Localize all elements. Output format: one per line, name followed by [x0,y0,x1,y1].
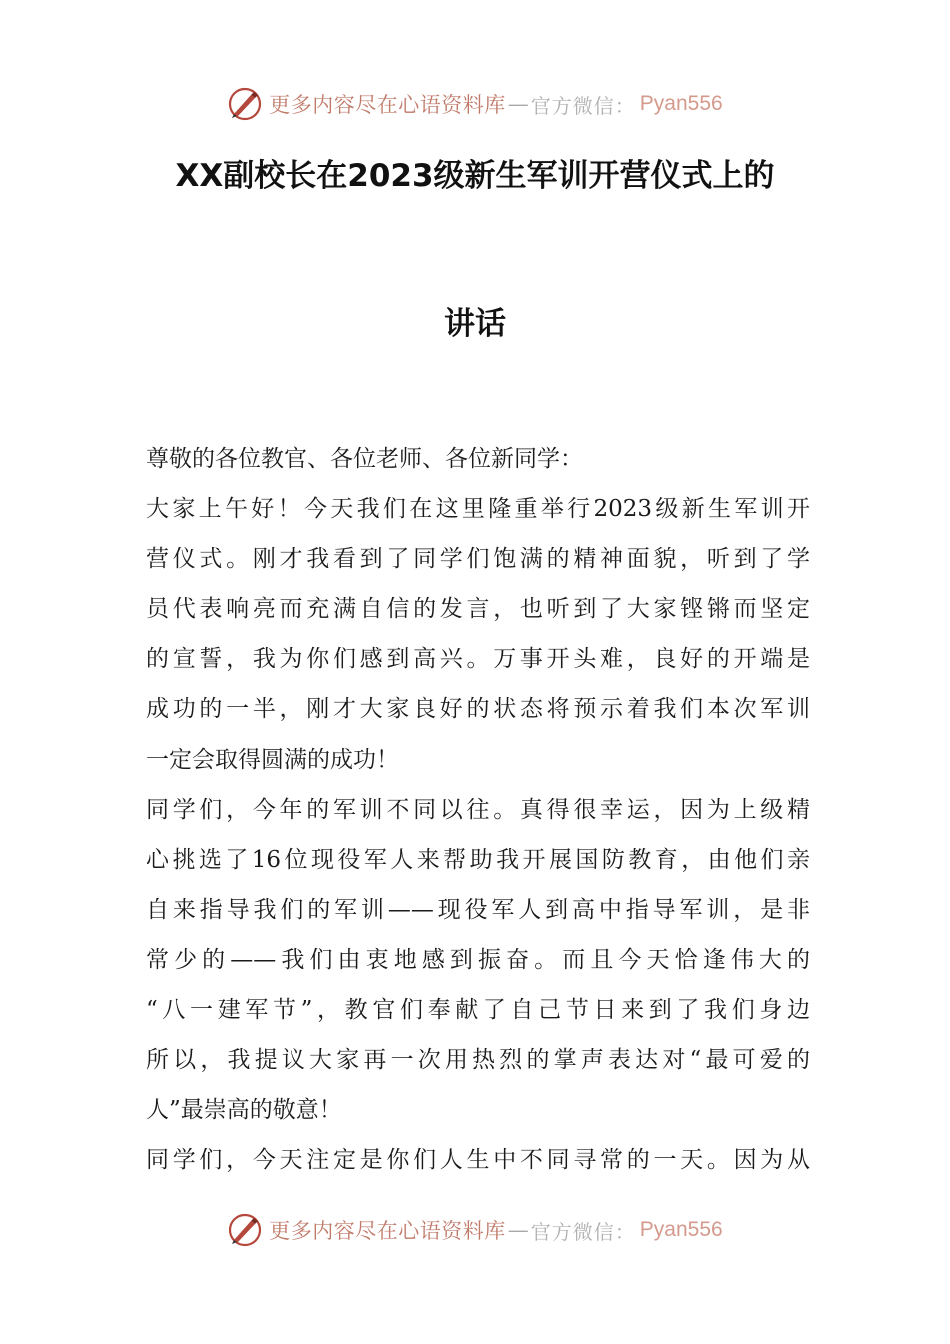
body-line: 同学们，今年的军训不同以往。真得很幸运，因为上级精 [146,796,810,823]
body-line: 的宣誓，我为你们感到高兴。万事开头难，良好的开端是 [146,646,810,673]
body-line: 员代表响亮而充满自信的发言，也听到了大家铿锵而坚定 [146,596,810,623]
header-banner [0,84,950,124]
body-line: 心挑选了16位现役军人来帮助我开展国防教育，由他们亲 [146,846,810,873]
body-line: 一定会取得圆满的成功！ [146,746,399,773]
pen-logo-icon [227,86,263,122]
banner-contact-id: Pyan556 [639,1218,723,1241]
body-line: 营仪式。刚才我看到了同学们饱满的精神面貌，听到了学 [146,546,810,573]
body-line: 所以，我提议大家再一次用热烈的掌声表达对“最可爱的 [146,1047,810,1074]
banner-contact-label: 官方微信： [530,1219,636,1244]
body-line: 自来指导我们的军训——现役军人到高中指导军训，是非 [146,896,810,923]
document-title-line-1: XX副校长在2023级新生军训开营仪式上的 [175,158,775,194]
footer-banner [0,1210,950,1250]
banner-contact-label: 官方微信： [530,93,636,118]
banner-site-text: 更多内容尽在心语资料库 [269,93,506,117]
document-body [146,434,810,1185]
pen-logo-icon [227,1212,263,1248]
body-line: “八一建军节”，教官们奉献了自己节日来到了我们身边 [146,997,810,1024]
body-line: 同学们，今天注定是你们人生中不同寻常的一天。因为从 [146,1147,810,1174]
body-line: 常少的——我们由衷地感到振奋。而且今天恰逢伟大的 [146,946,810,973]
banner-dash: — [507,1218,529,1242]
body-line: 大家上午好！今天我们在这里隆重举行2023级新生军训开 [146,496,810,523]
document-title-line-2: 讲话 [444,306,506,342]
body-line: 人”最崇高的敬意！ [146,1097,342,1124]
banner-dash: — [507,92,529,116]
body-line: 尊敬的各位教官、各位老师、各位新同学： [146,446,583,472]
banner-contact-id: Pyan556 [639,92,723,115]
body-line: 成功的一半，刚才大家良好的状态将预示着我们本次军训 [146,696,810,723]
banner-site-text: 更多内容尽在心语资料库 [269,1219,506,1243]
